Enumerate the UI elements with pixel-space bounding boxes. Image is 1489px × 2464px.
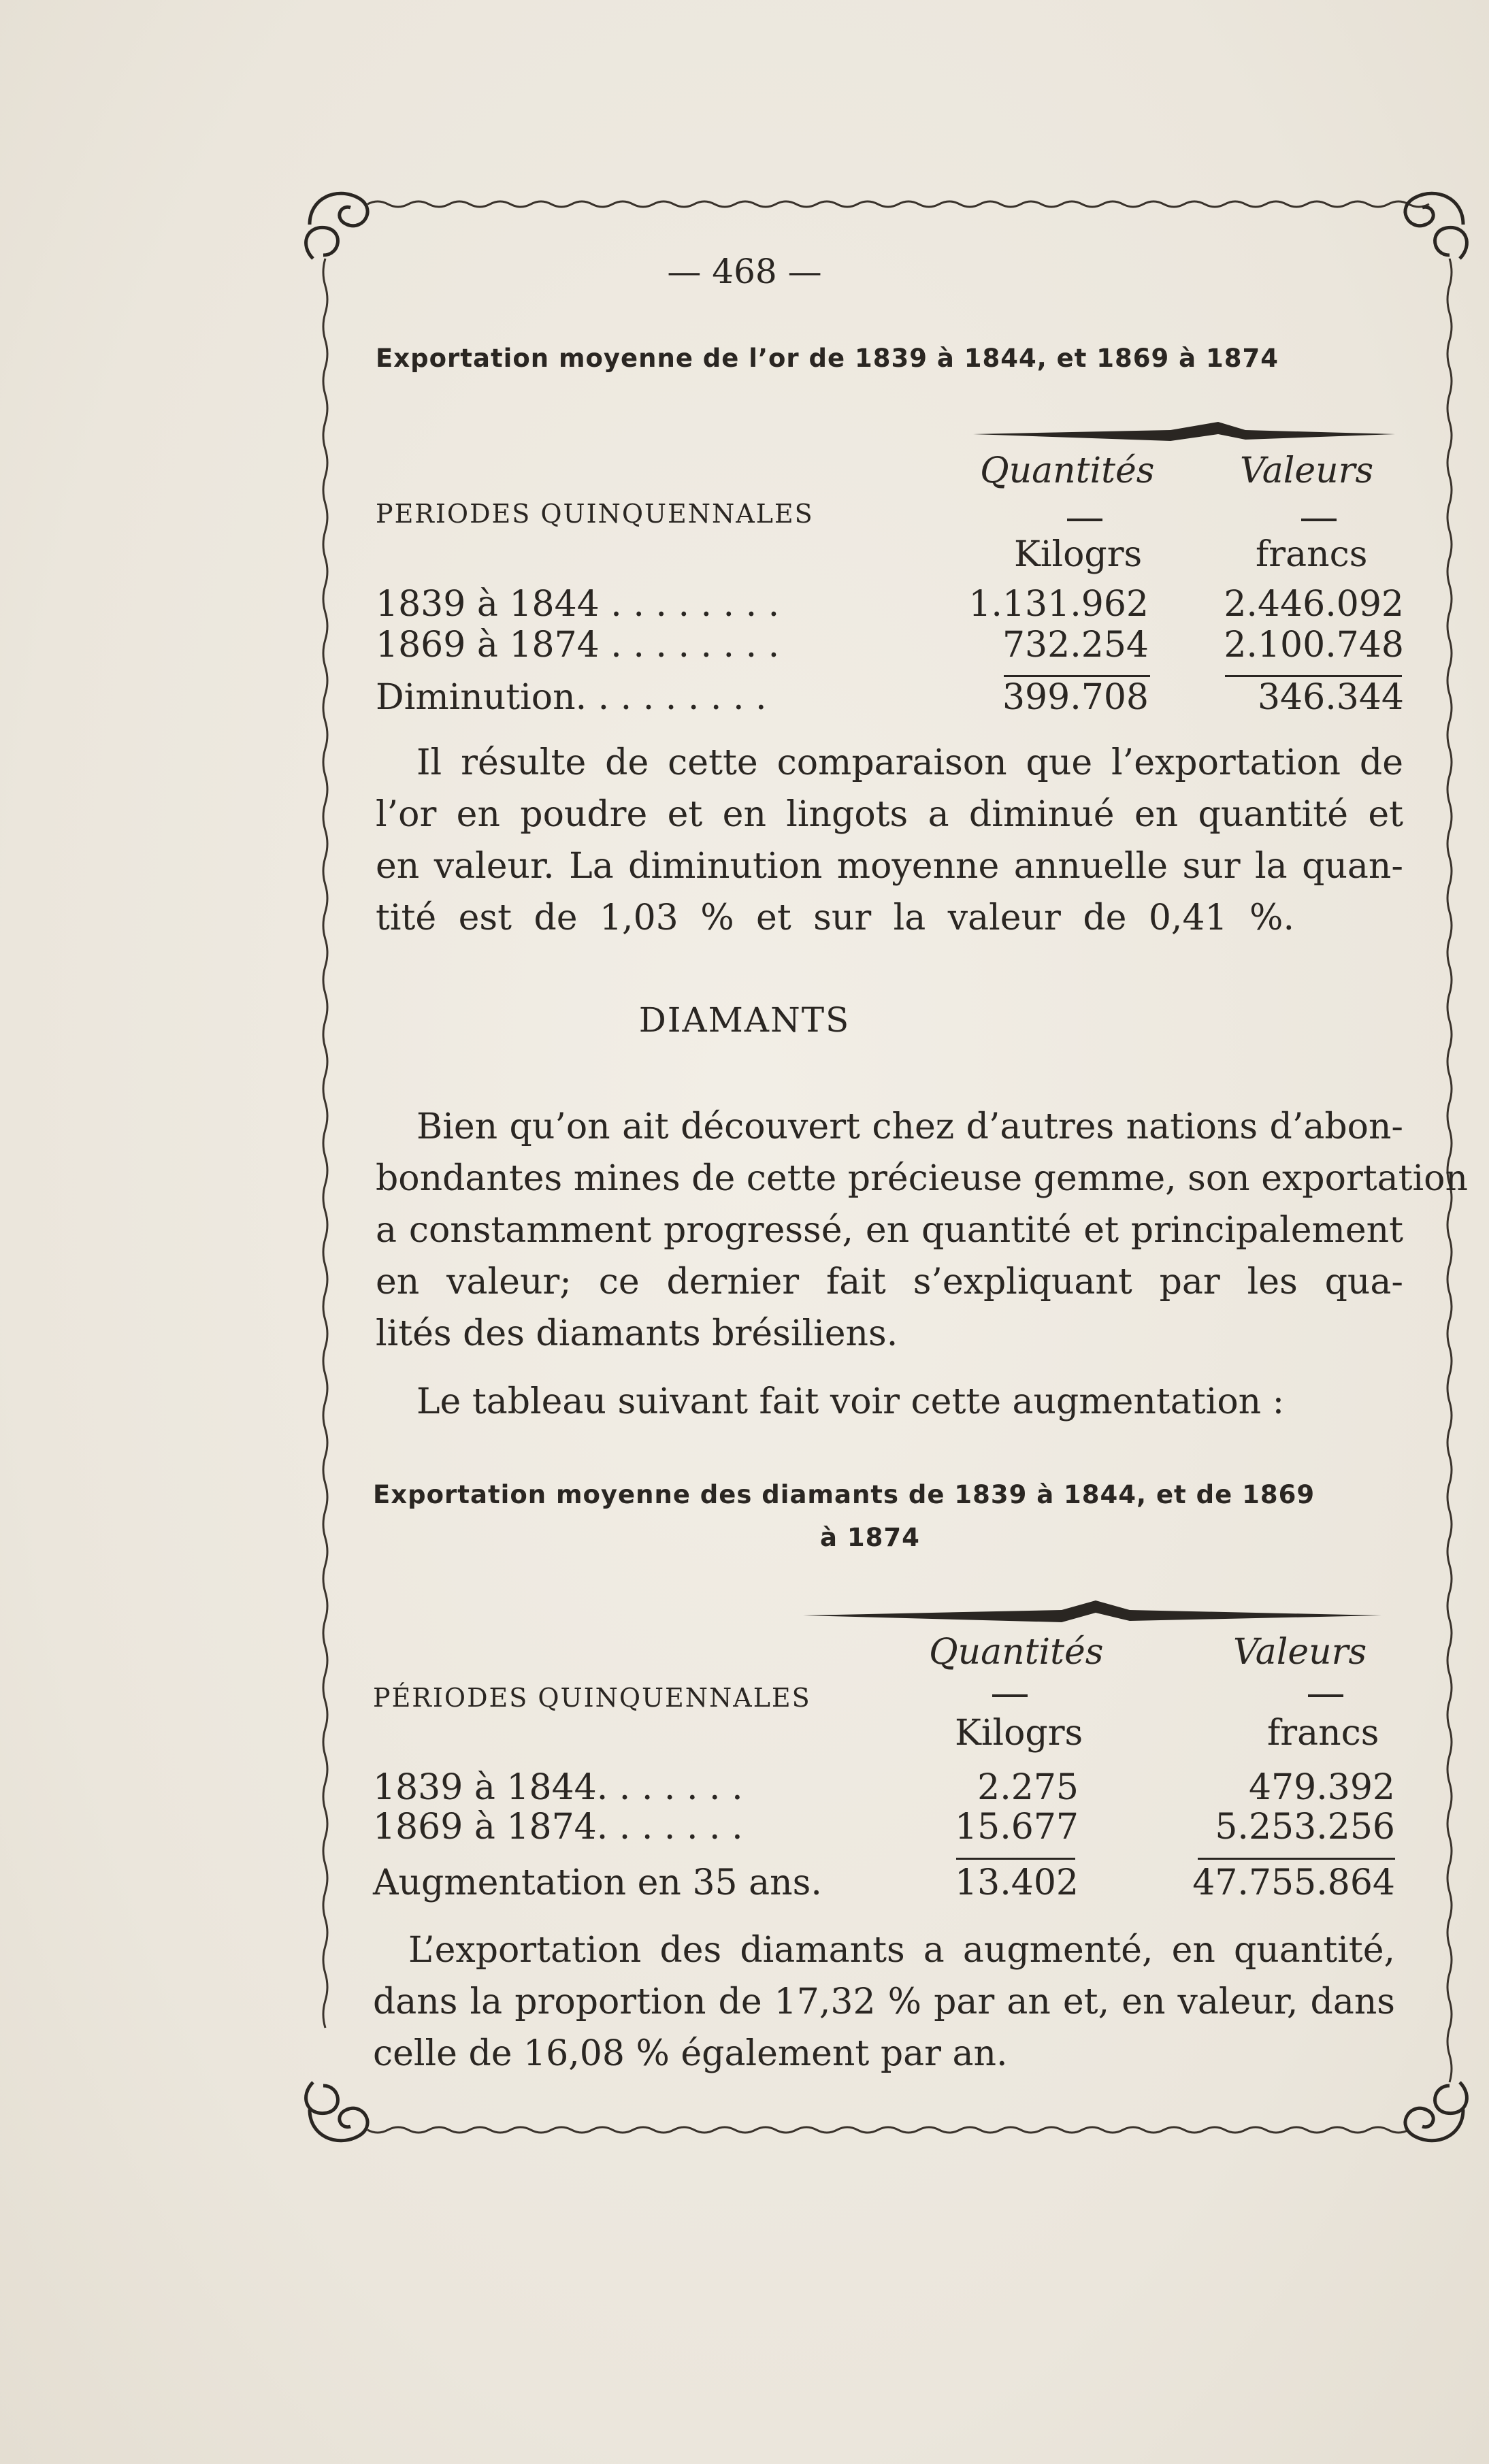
diamants-row-label: Augmentation en 35 ans.	[373, 1862, 822, 1903]
diamants-table-caption-line2: à 1874	[820, 1523, 920, 1552]
diamants-row-val: 47.755.864	[1192, 1862, 1395, 1903]
gold-val-dash	[1301, 519, 1337, 521]
top-border-line	[367, 201, 1429, 207]
diamants-qty-sum-rule	[956, 1858, 1075, 1860]
table-ornament-rule-1	[973, 422, 1395, 441]
gold-row-qty: 399.708	[1002, 677, 1149, 718]
diamants-row-label: 1869 à 1874. . . . . . .	[373, 1807, 743, 1847]
diamants-val-dash	[1308, 1694, 1343, 1697]
paragraph-line: dans la proportion de 17,32 % par an et, en valeur, dans	[373, 1982, 1395, 2022]
diamants-row-qty: 15.677	[955, 1807, 1079, 1847]
paragraph-line: L’exportation des diamants a augmenté, en quantité,	[408, 1930, 1395, 1971]
diamants-col-valeurs: Valeurs	[1233, 1632, 1367, 1673]
paragraph-line: tité est de 1,03 % et sur la valeur de 0,41 %.	[376, 898, 1294, 938]
corner-ornament-top-left	[306, 193, 367, 259]
gold-unit-francs: francs	[1256, 534, 1368, 575]
paragraph-line: en valeur. La diminution moyenne annuelle sur la quan-	[376, 846, 1403, 887]
paragraph-line: l’or en poudre et en lingots a diminué en quantité et	[376, 794, 1403, 835]
diamants-col-quantites: Quantités	[929, 1632, 1104, 1673]
diamants-val-sum-rule	[1198, 1858, 1395, 1860]
diamants-row-val: 5.253.256	[1215, 1807, 1395, 1847]
gold-col-quantites: Quantités	[980, 450, 1155, 491]
diamants-qty-dash	[992, 1694, 1028, 1697]
diamants-table-caption-line1: Exportation moyenne des diamants de 1839 à 1844, et de 1869	[373, 1480, 1315, 1509]
diamants-row-val: 479.392	[1248, 1767, 1395, 1808]
paragraph-line: Bien qu’on ait découvert chez d’autres nations d’abon-	[416, 1106, 1403, 1147]
gold-periods-header: PERIODES QUINQUENNALES	[376, 499, 814, 529]
table-ornament-rule-2	[803, 1600, 1381, 1622]
gold-row-label: 1839 à 1844 . . . . . . . .	[376, 584, 780, 625]
corner-ornament-top-right	[1405, 193, 1467, 259]
paragraph-line: en valeur; ce dernier fait s’expliquant par les qua-	[376, 1262, 1403, 1302]
gold-row-val: 2.446.092	[1224, 584, 1404, 625]
diamants-row-qty: 13.402	[955, 1862, 1079, 1903]
paragraph-line: Il résulte de cette comparaison que l’exportation de	[416, 742, 1403, 783]
paragraph-line: celle de 16,08 % également par an.	[373, 2033, 1008, 2074]
gold-row-val: 346.344	[1257, 677, 1404, 718]
gold-row-label: 1869 à 1874 . . . . . . . .	[376, 625, 780, 666]
corner-ornament-bottom-right	[1405, 2082, 1467, 2141]
diamants-intro: Le tableau suivant fait voir cette augmentation :	[416, 1381, 1285, 1422]
gold-row-qty: 732.254	[1002, 625, 1149, 666]
paragraph-line: a constamment progressé, en quantité et principalement	[376, 1210, 1403, 1251]
diamants-row-label: 1839 à 1844. . . . . . .	[373, 1767, 743, 1808]
left-border-line	[323, 259, 327, 2028]
section-heading-diamants: DIAMANTS	[638, 1000, 851, 1040]
paragraph-line: lités des diamants brésiliens.	[376, 1313, 898, 1354]
bottom-border-line	[367, 2127, 1409, 2133]
gold-unit-kilogrs: Kilogrs	[1014, 534, 1143, 575]
diamants-unit-kilogrs: Kilogrs	[955, 1713, 1083, 1754]
diamants-periods-header: PÉRIODES QUINQUENNALES	[373, 1683, 811, 1713]
corner-ornament-bottom-left	[306, 2082, 367, 2141]
gold-row-val: 2.100.748	[1224, 625, 1404, 666]
paragraph-line: bondantes mines de cette précieuse gemme, son exportation	[376, 1158, 1468, 1199]
page-number: — 468 —	[667, 252, 822, 291]
gold-qty-dash	[1067, 519, 1102, 521]
diamants-row-qty: 2.275	[977, 1767, 1079, 1808]
gold-row-label: Diminution. . . . . . . . .	[376, 677, 767, 718]
diamants-unit-francs: francs	[1267, 1713, 1379, 1754]
gold-table-caption: Exportation moyenne de l’or de 1839 à 1844, et 1869 à 1874	[376, 344, 1279, 373]
gold-row-qty: 1.131.962	[968, 584, 1149, 625]
gold-col-valeurs: Valeurs	[1240, 450, 1374, 491]
